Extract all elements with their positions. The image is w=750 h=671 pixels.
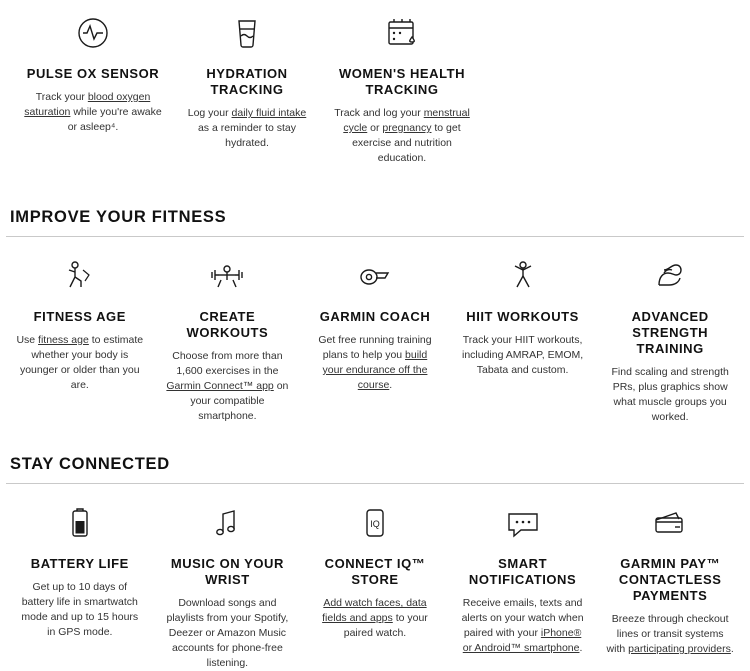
feature-fitness-age xyxy=(6,243,154,393)
hydration-tracking-icon xyxy=(226,10,268,56)
text-run: Track your HIIT workouts, including AMRAP, EMOM, Tabata and custom. xyxy=(461,334,584,376)
feature-grid-health xyxy=(6,0,744,166)
feature-battery-life xyxy=(6,490,154,640)
feature-advanced-strength-training xyxy=(596,243,744,425)
feature-hiit-workouts xyxy=(449,243,597,378)
feature-garmin-pay xyxy=(596,490,744,657)
feature-title: HYDRATION TRACKING xyxy=(206,66,288,97)
feature-description xyxy=(182,106,312,151)
text-run: Breeze through checkout lines or transit systems with xyxy=(606,613,729,655)
text-run: . xyxy=(579,642,583,654)
battery-life-icon xyxy=(59,500,101,546)
womens-health-tracking-icon xyxy=(381,10,423,56)
feature-title: CONNECT IQ™ STORE xyxy=(324,556,426,587)
section-spacer xyxy=(0,166,750,208)
feature-description xyxy=(16,580,144,640)
feature-description xyxy=(164,349,292,424)
feature-title: MUSIC ON YOUR WRIST xyxy=(170,556,284,587)
feature-description xyxy=(311,596,439,641)
inline-link[interactable]: daily fluid intake xyxy=(231,107,307,119)
hiit-workouts-icon xyxy=(502,253,544,299)
section-heading: STAY CONNECTED xyxy=(6,455,744,484)
feature-grid-fitness xyxy=(6,243,744,425)
feature-description xyxy=(16,333,144,393)
text-run: Choose from more than 1,600 exercises in the xyxy=(172,350,283,377)
inline-link[interactable]: menstrual cycle xyxy=(343,107,470,134)
text-run: Get free running training plans to help you xyxy=(318,334,432,361)
feature-create-workouts xyxy=(154,243,302,424)
feature-title: SMART NOTIFICATIONS xyxy=(468,556,577,587)
text-run: to get exercise and nutrition education. xyxy=(352,122,461,164)
feature-title: GARMIN COACH xyxy=(319,309,431,324)
text-run: as a reminder to stay hydrated. xyxy=(197,122,297,149)
inline-link[interactable]: pregnancy xyxy=(382,122,432,134)
text-run: Track your xyxy=(35,91,88,103)
feature-description xyxy=(332,106,472,166)
feature-title: HIIT WORKOUTS xyxy=(466,309,579,324)
pulse-ox-sensor-icon xyxy=(72,10,114,56)
chat-bubble-icon xyxy=(500,500,546,546)
feature-womens-health-tracking xyxy=(322,0,482,166)
text-run: while you're awake or asleep⁴. xyxy=(67,106,162,133)
inline-link[interactable]: Garmin Connect™ app xyxy=(166,380,274,392)
text-run: Track and log your xyxy=(334,107,424,119)
inline-link[interactable]: build your endurance off the course xyxy=(322,349,428,391)
feature-description xyxy=(606,612,734,657)
text-run: to your paired watch. xyxy=(343,612,428,639)
inline-link[interactable]: participating providers xyxy=(628,643,731,655)
text-run: Get up to 10 days of battery life in smartwatch mode and up to 15 hours in GPS mode. xyxy=(21,581,139,638)
feature-garmin-coach xyxy=(301,243,449,393)
text-run: . xyxy=(730,643,734,655)
feature-description xyxy=(24,90,162,135)
text-run: . xyxy=(389,379,393,391)
feature-smart-notifications xyxy=(449,490,597,656)
garmin-coach-icon xyxy=(352,253,398,299)
feature-description xyxy=(164,596,292,671)
inline-link[interactable]: Add watch faces, data fields and apps xyxy=(322,597,427,624)
feature-description xyxy=(606,365,734,425)
feature-hydration-tracking xyxy=(172,0,322,151)
connect-iq-store-icon xyxy=(354,500,396,546)
feature-title: WOMEN'S HEALTH TRACKING xyxy=(338,66,466,97)
feature-title: CREATE WORKOUTS xyxy=(186,309,269,340)
feature-description xyxy=(459,333,587,378)
feature-title: PULSE OX SENSOR xyxy=(26,66,160,81)
section-health xyxy=(0,0,750,166)
advanced-strength-training-icon xyxy=(649,253,691,299)
section-improve-your-fitness xyxy=(0,208,750,425)
create-workouts-icon xyxy=(204,253,250,299)
section-stay-connected xyxy=(0,455,750,671)
text-run: Find scaling and strength PRs, plus graphics show what muscle groups you worked. xyxy=(611,366,729,423)
feature-title: GARMIN PAY™ CONTACTLESS PAYMENTS xyxy=(618,556,722,603)
feature-music-on-your-wrist xyxy=(154,490,302,671)
garmin-pay-contactless-payments-icon xyxy=(647,500,693,546)
text-run: to estimate whether your body is younger or older than you are. xyxy=(19,334,144,391)
feature-title: BATTERY LIFE xyxy=(30,556,129,571)
svg-text:IQ: IQ xyxy=(370,519,380,529)
section-spacer xyxy=(0,425,750,455)
feature-pulse-ox-sensor xyxy=(14,0,172,135)
inline-link[interactable]: fitness age xyxy=(38,334,89,346)
text-run: on your compatible smartphone. xyxy=(190,380,289,422)
feature-title: ADVANCED STRENGTH TRAINING xyxy=(631,309,709,356)
text-run: Use xyxy=(16,334,39,346)
text-run: or xyxy=(367,122,383,134)
feature-connect-iq-store xyxy=(301,490,449,641)
text-run: Download songs and playlists from your Spotify, Deezer or Amazon Music accounts for phone-free listening. xyxy=(166,597,289,669)
feature-description xyxy=(311,333,439,393)
feature-description xyxy=(459,596,587,656)
text-run: Receive emails, texts and alerts on your watch when paired with your xyxy=(461,597,584,639)
music-note-icon xyxy=(206,500,248,546)
inline-link[interactable]: blood oxygen saturation xyxy=(24,91,151,118)
section-heading: IMPROVE YOUR FITNESS xyxy=(6,208,744,237)
feature-grid-connected xyxy=(6,490,744,671)
text-run: Log your xyxy=(187,107,232,119)
inline-link[interactable]: iPhone® or Android™ smartphone xyxy=(462,627,582,654)
feature-title: FITNESS AGE xyxy=(33,309,126,324)
fitness-age-icon xyxy=(59,253,101,299)
